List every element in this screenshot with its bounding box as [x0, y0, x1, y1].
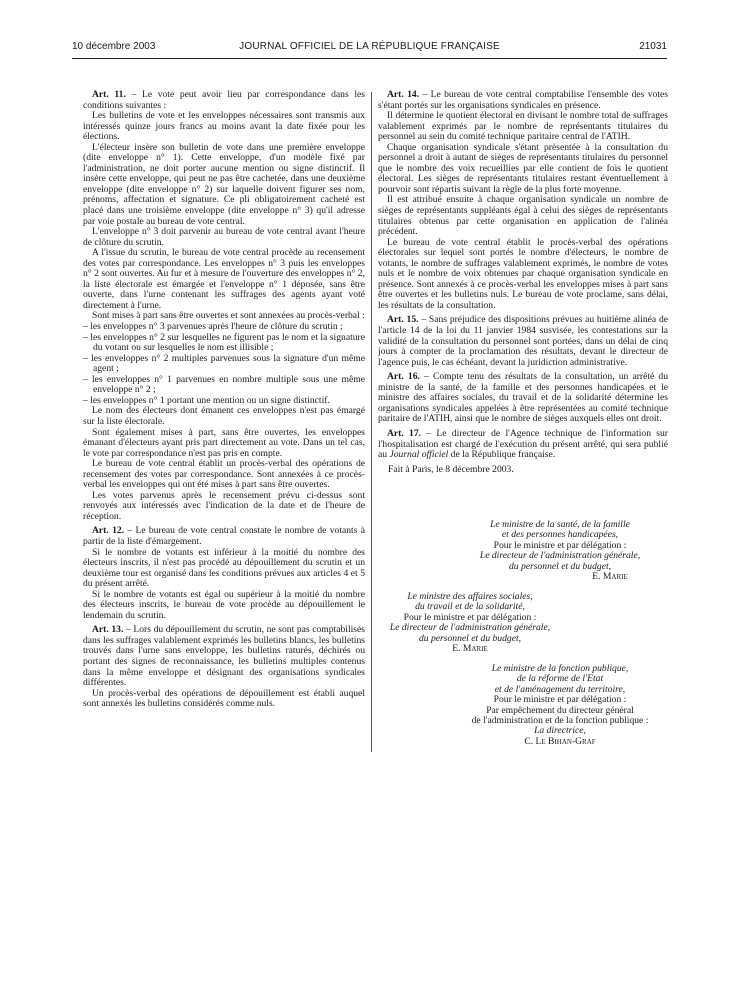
article-11-para: A l'issue du scrutin, le bureau de vote central procède au recensement des votes par correspondance. Les enveloppes n° 3 puis les enveloppes n° 2 sont ouvertes. Au fur et à mesure de l'ouverture des enveloppes n° 2, la liste électorale est émargée et l'enveloppe n° 1 déposée, sans être ouverte, dans l'urne contenant les suffrages des agents ayant voté directement à l'urne.: [83, 247, 365, 311]
article-13-intro: Art. 13. – Lors du dépouillement du scrutin, ne sont pas comptabilisés dans les suffrages valablement exprimés les bulletins blancs, les bulletins trouvés dans l'urne sans enveloppe, les bulletins raturés, déchirés ou portant des signes de reconnaissance, les bulletins multiples contenus dans la même enveloppe et désignant des organisations syndicales différentes.: [83, 624, 366, 689]
article-11-para: Les votes parvenus après le recensement prévu ci-dessus sont renvoyés aux intéressés avec l'indication de la date et de l'heure de réception.: [83, 489, 365, 522]
impediment-line: de l'administration et de la fonction publique :: [471, 715, 649, 727]
article-12-para: Si le nombre de votants est inférieur à la moitié du nombre des électeurs inscrits, il n'est pas procédé au dépouillement du scrutin et un deuxième tour est organisé dans les conditions prévues aux articles 4 et 5 du présent arrêté.: [83, 546, 365, 590]
signatory-title: Le ministre de la santé, de la famille: [490, 519, 630, 530]
article-13-para: Un procès-verbal des opérations de dépouillement est établi auquel sont annexés les bulletins considérés comme nuls.: [83, 687, 365, 710]
article-16-label: Art. 16.: [387, 371, 420, 383]
impediment-line: Par empêchement du directeur général: [486, 704, 634, 716]
article-14-para: Chaque organisation syndicale s'étant présentée à la consultation du personnel a droit à autant de sièges de représentants titulaires du personnel que le nombre des voix recueillies par elle contient de fois le quotient électoral. Les sièges de représentants titulaires restant éventuellement à pourvoir sont répartis suivant la règle de la plus forte moyenne.: [378, 141, 668, 195]
article-14-para: Le bureau de vote central établit le procès-verbal des opérations électorales sur lequel sont portés le nombre d'électeurs, le nombre de votants, le nombre de suffrages valablement exprimés, le nombre de votes nuls et le nombre de voix obtenues par chaque organisation syndicale en présence. Sont annexés à ce procès-verbal les enveloppes mises à part sans être ouvertes et les bulletins nuls. Le bureau de vote proclame, sans délai, les résultats de la consultation.: [378, 236, 668, 311]
article-15-intro: Art. 15. – Sans préjudice des dispositions prévues au huitième alinéa de l'article 14 de la loi du 11 janvier 1984 susvisée, les contestations sur la validité de la consultation du personnel sont portées, dans un délai de cinq jours à compter de la proclamation des résultats, devant le directeur de l'agence puis, le cas échéant, devant la juridiction administrative.: [378, 314, 669, 368]
article-12-label: Art. 12.: [92, 525, 125, 537]
delegate-title: du personnel et du budget,: [508, 560, 612, 572]
left-column: [83, 90, 365, 710]
article-14-intro: Art. 14. – Le bureau de vote central comptabilise l'ensemble des votes s'étant portés sur les organisations syndicales en présence.: [378, 89, 668, 111]
list-item: – les enveloppes n° 2 sur lesquelles ne figurent pas le nom et la signature du votant ou sur lesquelles le nom est illisible ;: [83, 331, 365, 354]
signatory-title: de la réforme de l'Etat: [516, 673, 604, 685]
signatory-name: E. Marie: [592, 571, 628, 583]
running-header: [72, 41, 667, 55]
article-11-para: Sont également mises à part, sans être ouvertes, les enveloppes émanant d'électeurs ayant pris part directement au vote. Dans un tel cas, le vote par correspondance n'est pas pris en compte.: [83, 426, 365, 459]
article-14-label: Art. 14.: [387, 89, 420, 100]
list-item: – les enveloppes n° 1 parvenues en nombre multiple sous une même enveloppe n° 2 ;: [83, 373, 365, 396]
article-11-para: Les bulletins de vote et les enveloppes nécessaires sont transmis aux intéressés quinze jours francs au moins avant la date fixée pour les élections.: [83, 110, 365, 143]
article-14-para: Il détermine le quotient électoral en divisant le nombre total de suffrages valablement exprimés par le nombre de représentants titulaires du personnel au sein du comité technique paritaire central de l'ATIH.: [378, 110, 668, 143]
delegate-title: La directrice,: [534, 725, 586, 737]
delegation-line: Pour le ministre et par délégation :: [493, 694, 627, 706]
page-number: 21031: [639, 41, 667, 52]
delegate-title: du personnel et du budget,: [418, 632, 522, 644]
signatory-name: E. Marie: [452, 643, 488, 655]
article-13-label: Art. 13.: [92, 624, 124, 636]
signatory-title: du travail et de la solidarité,: [415, 601, 525, 613]
article-14-para: Il est attribué ensuite à chaque organisation syndicale un nombre de sièges de représentants suppléants égal à celui des sièges de représentants titulaires obtenus par cette organisation en application de l'alinéa précédent.: [378, 194, 668, 238]
signature-block-health-minister: [440, 520, 680, 582]
list-item: – les enveloppes n° 3 parvenues après l'heure de clôture du scrutin ;: [83, 321, 343, 333]
signatory-title: et des personnes handicapées,: [501, 529, 619, 541]
signatory-name: C. Le Bihan-Graf: [524, 735, 596, 747]
signature-block-public-service-minister: [440, 664, 680, 747]
journal-officiel-reference: Journal officiel: [389, 449, 449, 461]
article-11-label: Art. 11.: [92, 89, 126, 100]
article-11-para: L'électeur insère son bulletin de vote dans une première enveloppe (dite enveloppe n° 1). Cette enveloppe, d'un modèle fixé par l'administration, ne doit porter aucune mention ou signe distinctif. Il insère cette enveloppe, qui peut ne pas être cachetée, dans une deuxième enveloppe (dite enveloppe n° 2) sur laquelle doivent figurer ses nom, prénoms, affectation et signature. Ce pli obligatoirement cacheté est placé dans une troisième enveloppe (dite enveloppe n° 3) qu'il adresse par voie postale au bureau de vote central.: [83, 141, 365, 227]
header-date: 10 décembre 2003: [72, 41, 156, 52]
signatory-title: Le ministre de la fonction publique,: [491, 663, 629, 674]
article-16-intro: Art. 16. – Compte tenu des résultats de la consultation, un arrêté du ministre de la santé, de la famille et des personnes handicapées et le ministre des affaires sociales, du travail et de la solidarité détermine les organisations syndicales appelées à être représentées au comité technique paritaire de l'ATIH, ainsi que le nombre de sièges auxquels elles ont droit.: [378, 371, 668, 425]
delegation-line: Pour le ministre et par délégation :: [493, 539, 627, 551]
delegate-title: Le directeur de l'administration générale,: [389, 622, 551, 634]
article-11-para: Le bureau de vote central établit un procès-verbal des opérations de recensement des votes par correspondance. Sont annexées à ce procès-verbal les enveloppes qui ont été mises à part sans être ouvertes.: [83, 458, 365, 491]
article-11-para: Sont mises à part sans être ouvertes et sont annexées au procès-verbal :: [92, 310, 365, 322]
journal-title: JOURNAL OFFICIEL DE LA RÉPUBLIQUE FRANÇAISE: [239, 41, 500, 52]
delegation-line: Pour le ministre et par délégation :: [403, 611, 537, 623]
annexed-envelopes-list: [83, 322, 365, 406]
signatory-title: et de l'aménagement du territoire,: [494, 683, 626, 695]
article-11-para: Le nom des électeurs dont émanent ces enveloppes n'est pas émargé sur la liste électorale.: [83, 405, 365, 427]
article-11-intro: Art. 11. – Le vote peut avoir lieu par correspondance dans les conditions suivantes :: [83, 89, 365, 111]
signature-block-social-affairs-minister: [370, 592, 570, 654]
list-item: – les enveloppes n° 1 portant une mention ou un signe distinctif.: [83, 394, 330, 406]
delegate-title: Le directeur de l'administration générale,: [479, 550, 641, 562]
list-item: – les enveloppes n° 2 multiples parvenues sous la signature d'un même agent ;: [83, 352, 365, 375]
signature-date: Fait à Paris, le 8 décembre 2003.: [388, 463, 514, 475]
article-12-intro: Art. 12. – Le bureau de vote central constate le nombre de votants à partir de la liste d'émargement.: [83, 525, 365, 547]
article-17-label: Art. 17.: [387, 427, 422, 439]
article-11-para: L'enveloppe n° 3 doit parvenir au bureau de vote central avant l'heure de clôture du scrutin.: [83, 226, 365, 248]
article-15-label: Art. 15.: [387, 314, 419, 326]
header-rule: [72, 58, 667, 59]
signatory-title: Le ministre des affaires sociales,: [407, 591, 533, 602]
article-17-intro: Art. 17. – Le directeur de l'Agence technique de l'information sur l'hospitalisation est chargé de l'exécution du présent arrêté, qui sera publié au Journal officiel de la République française.: [378, 427, 668, 461]
right-column: [378, 90, 668, 481]
article-12-para: Si le nombre de votants est égal ou supérieur à la moitié du nombre des électeurs inscrits, le bureau de vote procède au dépouillement le lendemain du scrutin.: [83, 588, 365, 621]
